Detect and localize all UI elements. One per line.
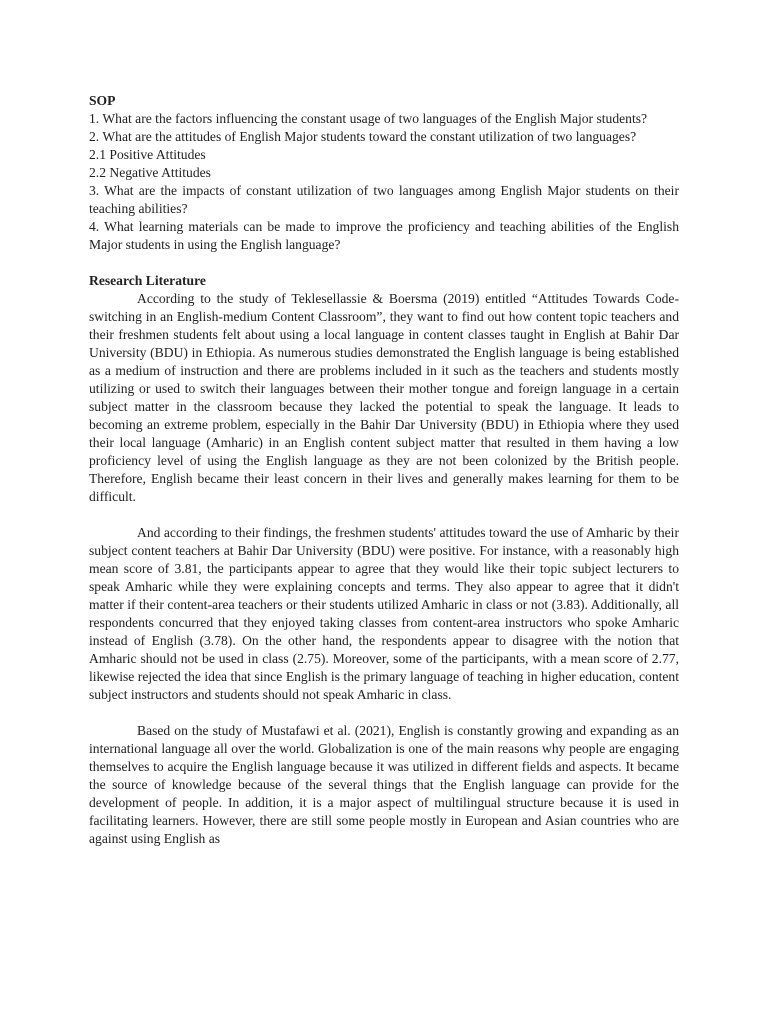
sop-heading: SOP: [89, 93, 116, 108]
literature-paragraph-1: According to the study of Teklesellassie & Boersma (2019) entitled “Attitudes Towards Code-switching in an English-medium Content Classroom”, they want to find out how content topic teachers and their freshmen students felt about using a local language in content classes taught in English at Bahir Dar University (BDU) in Ethiopia. As numerous studies demonstrated the English language is being established as a medium of instruction and there are problems included in it such as the teachers and students mostly utilizing or used to switch their languages between their mother tongue and foreign language in a certain subject matter in the classroom because they lacked the potential to speak the language. It leads to becoming an extreme problem, especially in the Bahir Dar University (BDU) in Ethiopia where they used their local language (Amharic) in an English content subject matter that resulted in them having a low proficiency level of using the English language as they are not been colonized by the British people. Therefore, English became their least concern in their lives and generally makes learning for them to be difficult.: [89, 291, 679, 504]
research-literature-section: [89, 272, 679, 848]
sop-item-2-2: 2.2 Negative Attitudes: [89, 165, 211, 180]
sop-item-4: 4. What learning materials can be made to improve the proficiency and teaching abilities of the English Major students in using the English language?: [89, 219, 679, 252]
literature-paragraph-3: Based on the study of Mustafawi et al. (2021), English is constantly growing and expanding as an international language all over the world. Globalization is one of the main reasons why people are engaging themselves to acquire the English language because it was utilized in different fields and aspects. It became the source of knowledge because of the several things that the English language can provide for the development of people. In addition, it is a major aspect of multilingual structure because it is used in facilitating learners. However, there are still some people mostly in European and Asian countries who are against using English as: [89, 723, 679, 846]
research-literature-heading: Research Literature: [89, 273, 206, 288]
sop-item-1: 1. What are the factors influencing the constant usage of two languages of the English Major students?: [89, 111, 648, 126]
sop-item-3: 3. What are the impacts of constant utilization of two languages among English Major students on their teaching abilities?: [89, 183, 679, 216]
sop-item-2-1: 2.1 Positive Attitudes: [89, 147, 206, 162]
sop-item-2: 2. What are the attitudes of English Major students toward the constant utilization of two languages?: [89, 129, 637, 144]
literature-paragraph-2: And according to their findings, the freshmen students' attitudes toward the use of Amharic by their subject content teachers at Bahir Dar University (BDU) were positive. For instance, with a reasonably high mean score of 3.81, the participants appear to agree that they would like their topic subject lecturers to speak Amharic while they were explaining concepts and terms. They also appear to agree that it didn't matter if their content-area teachers or their students utilized Amharic in class or not (3.83). Additionally, all respondents concurred that they enjoyed taking classes from content-area instructors who spoke Amharic instead of English (3.78). On the other hand, the respondents appear to disagree with the notion that Amharic should not be used in class (2.75). Moreover, some of the participants, with a mean score of 2.77, likewise rejected the idea that since English is the primary language of teaching in higher education, content subject instructors and students should not speak Amharic in class.: [89, 525, 679, 702]
sop-section: [89, 92, 679, 254]
